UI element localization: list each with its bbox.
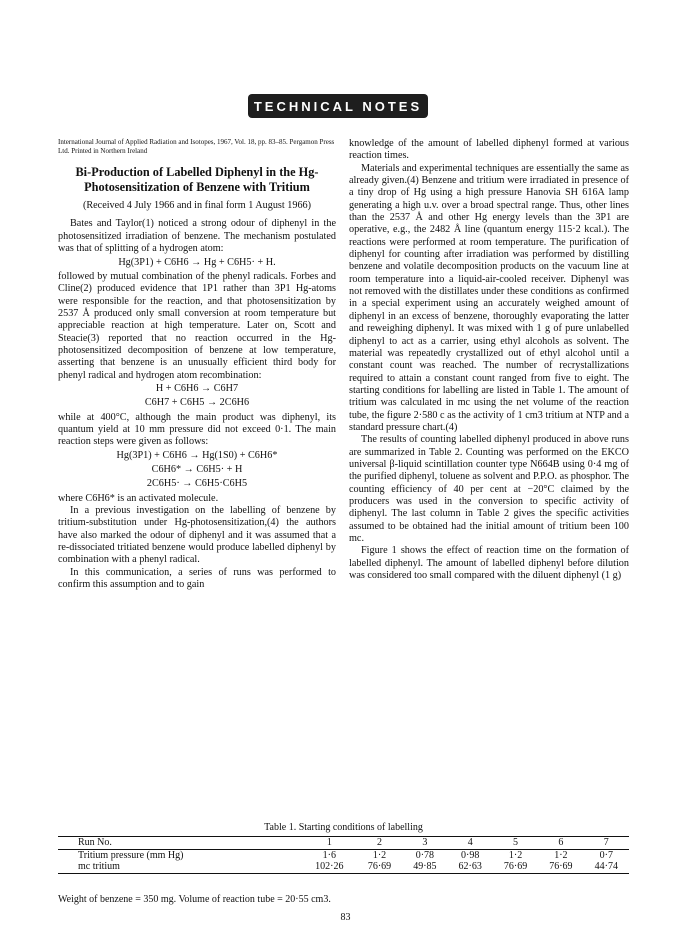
table-cell: 1·2 [508,849,523,861]
table-cell: 76·69 [357,861,402,873]
table-cell: 0·78 [415,849,435,861]
header-cell: Run No. [58,836,302,849]
paragraph: knowledge of the amount of labelled diphenyl formed at various reaction times. [349,138,629,162]
paragraph: Materials and experimental techniques are essentially the same as already given.(4) Benzene and tritium were irradiated in presence of a tiny drop of Hg using a high pressure Hanovia SH 616A lamp generating a high u.v. over a broad spectral range. Thus, other lines than the 2537 Å and other Hg energy levels than the 3P1 are operative, e.g., the 2482 Å line (quantum energy 115·2 kcal.). The reactions were performed at room temperature. The purification of diphenyl for counting after irradiation was performed by distilling benzene and volatile decomposition products on the vacuum line at room temperature into a liquid-air-cooled receiver. Diphenyl was not removed with the distillates under these conditions as confirmed in a special experiment using an accurately weighed amount of diphenyl in an excess of benzene, thoroughly evaporating the latter and reweighing diphenyl. It was mixed with 1 g of pure unlabelled diphenyl to act as a carrier, using ethyl alcohols as solvent. The material was repeatedly crystallized out of ethyl alcohol until a constant count was reached. The number of recrystallizations required to attain a constant count ranged from five to eight. The starting conditions for labelling are listed in Table 1. The amount of tritium was calculated in mc using the net volume of the reaction tube, the figure 2·580 c as the activity of 1 cm3 tritium at NTP and a standard pressure chart.(4) [349,162,629,433]
table-cell: 76·69 [538,861,583,873]
section-banner [248,94,428,118]
paragraph: In a previous investigation on the labelling of benzene by tritium-substitution under Hg-photosensitization,(4) the authors have also marked the odour of diphenyl and it was assumed that a re-dissociated tritiated benzene would produce labelled diphenyl by combination with a phenyl radical. [58,505,336,566]
table-cell: 76·69 [493,861,538,873]
table-row [58,849,629,861]
equation: Hg(3P1) + C6H6 → Hg + C6H5· + H. [118,256,276,268]
paragraph: In this communication, a series of runs was performed to confirm this assumption and to gain [58,566,336,591]
table-cell: 44·74 [584,861,629,873]
paragraph: while at 400°C, although the main product was diphenyl, its quantum yield at 10 mm pressure did not exceed 0·1. The main reaction steps were given as follows: [58,411,336,448]
page-number: 83 [340,912,351,923]
received-date: (Received 4 July 1966 and in final form 1 August 1966) [82,200,312,212]
paragraph: where C6H6* is an activated molecule. [58,492,219,504]
equation: H + C6H6 → C6H7 [155,382,239,394]
paragraph: Bates and Taylor(1) noticed a strong odour of diphenyl in the photosensitized irradiation of benzene. The mechanism postulated was that of splitting of a hydrogen atom: [58,218,336,255]
table-cell: 0·98 [461,849,480,861]
table-cell: mc tritium [58,861,302,873]
table-header-row [58,836,629,849]
banner-text: TECHNICAL NOTES [253,98,423,114]
paragraph: Figure 1 shows the effect of reaction time on the formation of labelled diphenyl. The amount of labelled diphenyl before dilution was considered too small compared with the diluent diphenyl (1 g) [349,545,629,582]
equation: Hg(3P1) + C6H6 → Hg(1S0) + C6H6* [116,449,278,461]
table-row [58,861,629,873]
table-cell: 0·7 [599,849,613,861]
table-cell: 1·2 [554,849,568,861]
article-title: Bi-Production of Labelled Diphenyl in the Hg-Photosensitization of Benzene with Tritium [75,165,319,194]
table-cell: 102·26 [302,861,357,873]
header-cell: 1 [302,836,357,849]
journal-line: International Journal of Applied Radiation and Isotopes, 1967, Vol. 18, pp. 83–85. Pergamon Press Ltd. Printed in Northern Ireland [58,138,335,155]
table-cell: Tritium pressure (mm Hg) [78,849,184,861]
header-cell: 5 [493,836,538,849]
paragraph: The results of counting labelled diphenyl produced in above runs are summarized in Table 2. Counting was performed on the EKCO universal β-liquid scintillation counter type N664B using 0·4 mg of the purified diphenyl, toluene as solvent and P.P.O. as phosphor. The counting efficiency of 40 per cent at −20°C claimed by the producers was used in the conversion to specific activity of diphenyl. The last column in Table 2 gives the specific activities assumed to be obtained had the initial amount of tritium been 100 mc. [349,434,629,544]
header-cell: 4 [448,836,493,849]
header-cell: 7 [584,836,629,849]
table-caption: Table 1. Starting conditions of labelling [264,822,423,833]
starting-conditions-table [58,822,629,874]
paragraph: followed by mutual combination of the phenyl radicals. Forbes and Cline(2) produced evidence that 1P1 rather than 3P1 Hg-atoms were responsible for the reaction, and that photosensitization by 2537 Å produced only small conversion at room temperature but appreciable reaction at high temperature. Later on, Scott and Steacie(3) reported that no reaction occurred in the Hg-photosensitized decomposition of benzene at low temperature, asserting that benzene is an unusually efficient third body for phenyl radical and hydrogen atom recombination: [58,270,336,381]
equation: C6H7 + C6H5 → 2C6H6 [144,397,250,409]
right-column [349,138,629,582]
header-cell: 2 [357,836,402,849]
table-cell: 62·63 [448,861,493,873]
table-note: Weight of benzene = 350 mg. Volume of reaction tube = 20·55 cm3. [58,894,331,905]
equation: 2C6H5· → C6H5·C6H5 [146,478,248,490]
table-cell: 1·6 [322,849,336,861]
table-cell: 49·85 [402,861,447,873]
header-cell: 6 [538,836,583,849]
header-cell: 3 [402,836,447,849]
equation: C6H6* → C6H5· + H [151,464,243,476]
table-cell: 1·2 [372,849,387,861]
left-column [58,138,336,591]
